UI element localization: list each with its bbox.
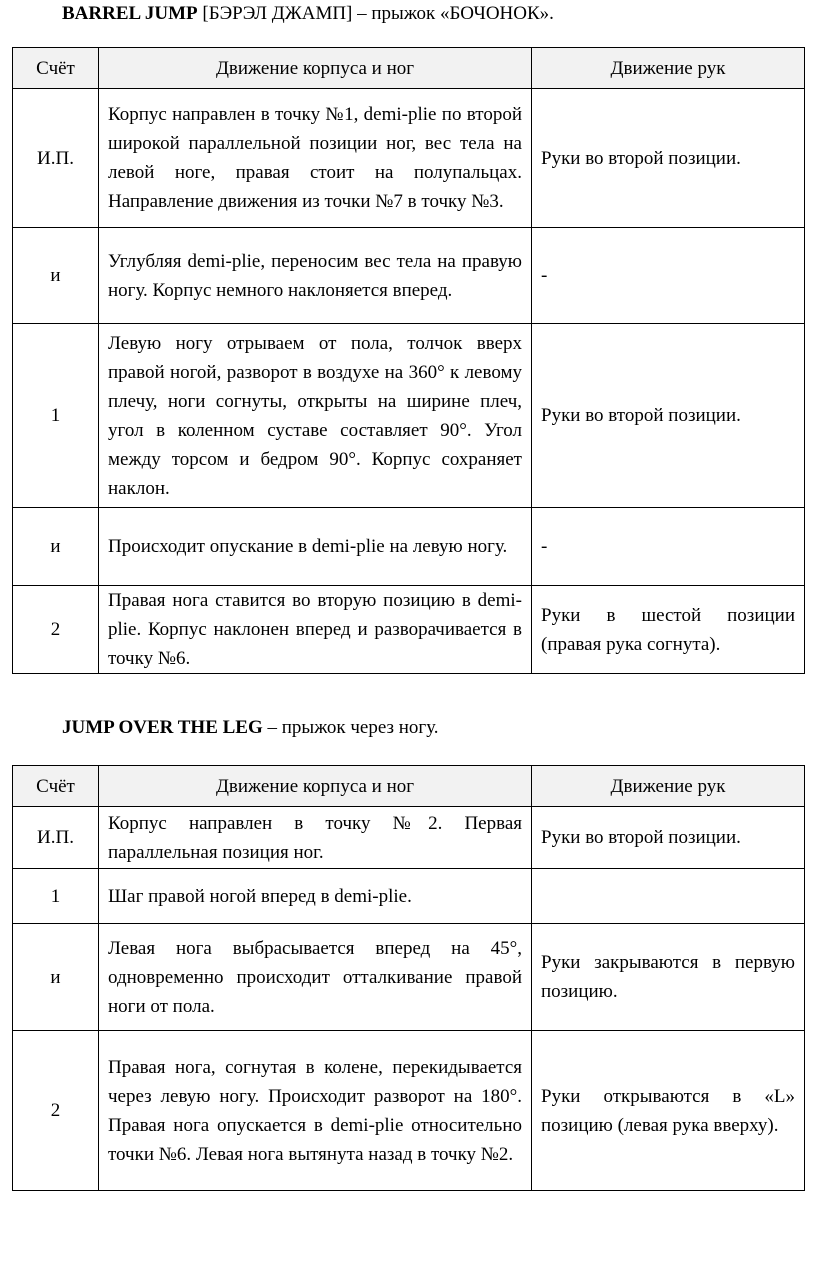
section-title-bold: BARREL JUMP	[62, 3, 198, 24]
arm-movement-cell: Руки во второй позиции.	[532, 89, 805, 228]
count-cell: 2	[13, 1031, 99, 1191]
table-row	[13, 1031, 805, 1191]
count-cell: И.П.	[13, 807, 99, 869]
arm-movement-cell: Руки во второй позиции.	[532, 324, 805, 508]
table-row	[13, 508, 805, 586]
jump-over-leg-table	[12, 765, 805, 1191]
body-movement-cell: Левую ногу отрываем от пола, толчок вверх правой ногой, разворот в воздухе на 360° к левому плечу, ноги согнуты, открыты на ширине плеч, угол в коленном суставе составляет 90°. Угол между торсом и бедром 90°. Корпус сохраняет наклон.	[99, 324, 532, 508]
header-count: Счёт	[13, 766, 99, 807]
section-title-jump-over-leg	[62, 716, 439, 740]
header-body-movement: Движение корпуса и ног	[99, 48, 532, 89]
arm-movement-cell: Руки во второй позиции.	[532, 807, 805, 869]
section-title-bold: JUMP OVER THE LEG	[62, 717, 263, 738]
body-movement-cell: Углубляя demi-plie, переносим вес тела на правую ногу. Корпус немного наклоняется вперед.	[99, 228, 532, 324]
table-row	[13, 228, 805, 324]
arm-movement-cell: Руки закрываются в первую позицию.	[532, 924, 805, 1031]
arm-movement-cell: -	[532, 228, 805, 324]
arm-movement-cell	[532, 869, 805, 924]
arm-movement-cell: Руки в шестой позиции (правая рука согнута).	[532, 586, 805, 674]
body-movement-cell: Шаг правой ногой вперед в demi-plie.	[99, 869, 532, 924]
table-row	[13, 924, 805, 1031]
table-row	[13, 807, 805, 869]
table-header-row	[13, 766, 805, 807]
body-movement-cell: Левая нога выбрасывается вперед на 45°, одновременно происходит отталкивание правой ноги от пола.	[99, 924, 532, 1031]
count-cell: 1	[13, 324, 99, 508]
section-title-barrel-jump	[62, 2, 554, 26]
barrel-jump-table	[12, 47, 805, 674]
table-row	[13, 869, 805, 924]
table-row	[13, 586, 805, 674]
count-cell: и	[13, 508, 99, 586]
body-movement-cell: Корпус направлен в точку №2. Первая параллельная позиция ног.	[99, 807, 532, 869]
count-cell: 1	[13, 869, 99, 924]
table-header-row	[13, 48, 805, 89]
header-count: Счёт	[13, 48, 99, 89]
arm-movement-cell: Руки открываются в «L» позицию (левая рука вверху).	[532, 1031, 805, 1191]
body-movement-cell: Правая нога, согнутая в колене, перекидывается через левую ногу. Происходит разворот на 180°. Правая нога опускается в demi-plie относительно точки №6. Левая нога вытянута назад в точку №2.	[99, 1031, 532, 1191]
count-cell: И.П.	[13, 89, 99, 228]
table-row	[13, 324, 805, 508]
body-movement-cell: Правая нога ставится во вторую позицию в demi-plie. Корпус наклонен вперед и разворачивается в точку №6.	[99, 586, 532, 674]
count-cell: 2	[13, 586, 99, 674]
body-movement-cell: Корпус направлен в точку №1, demi-plie по второй широкой параллельной позиции ног, вес тела на левой ноге, правая стоит на полупальцах. Направление движения из точки №7 в точку №3.	[99, 89, 532, 228]
header-arm-movement: Движение рук	[532, 766, 805, 807]
count-cell: и	[13, 924, 99, 1031]
table-row	[13, 89, 805, 228]
arm-movement-cell: -	[532, 508, 805, 586]
header-arm-movement: Движение рук	[532, 48, 805, 89]
section-title-rest: – прыжок через ногу.	[262, 717, 439, 738]
count-cell: и	[13, 228, 99, 324]
header-body-movement: Движение корпуса и ног	[99, 766, 532, 807]
section-title-rest: [БЭРЭЛ ДЖАМП] – прыжок «БОЧОНОК».	[197, 3, 554, 24]
body-movement-cell: Происходит опускание в demi-plie на левую ногу.	[99, 508, 532, 586]
